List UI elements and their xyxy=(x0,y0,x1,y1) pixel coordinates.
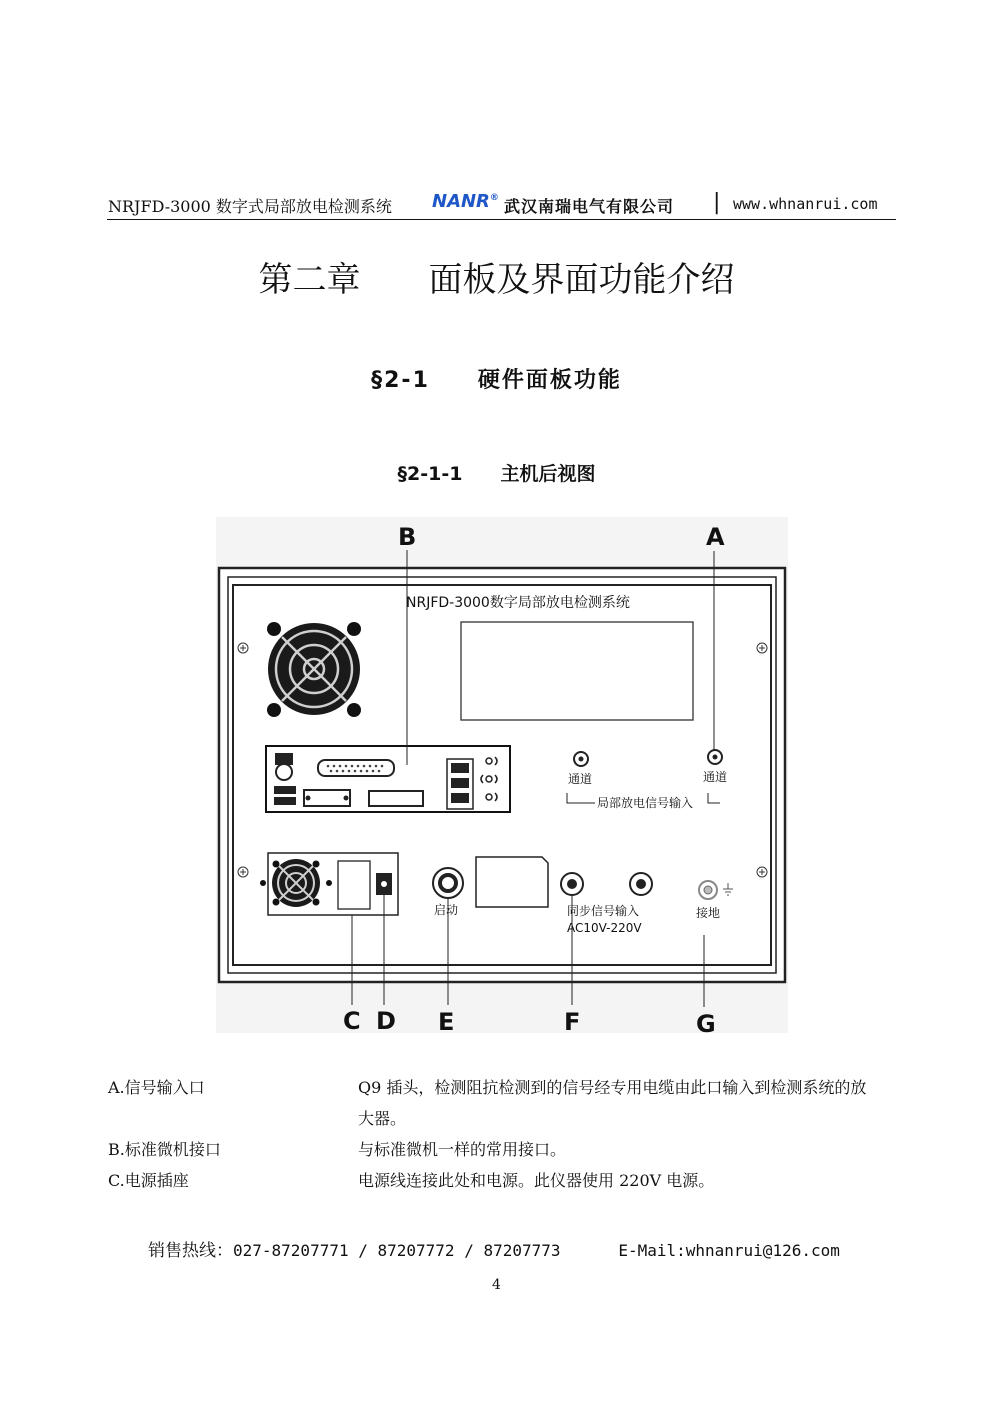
callout-a: A xyxy=(706,523,725,551)
header-website[interactable]: www.whnanrui.com xyxy=(733,195,878,213)
sales-numbers: 027-87207771 / 87207772 / 87207773 xyxy=(233,1241,561,1260)
component-description-list xyxy=(108,1072,868,1196)
description-item xyxy=(108,1072,868,1134)
header-rule xyxy=(107,219,896,220)
callout-d: D xyxy=(376,1007,396,1033)
sales-label: 销售热线： xyxy=(148,1241,233,1261)
sync-input-label: 同步信号输入 xyxy=(567,904,640,918)
parallel-port xyxy=(318,760,394,776)
description-term: C.电源插座 xyxy=(108,1171,189,1190)
header-company-name: 武汉南瑞电气有限公司 xyxy=(504,197,675,216)
vga-port xyxy=(304,790,350,806)
header-product-name: NRJFD-3000 数字式局部放电检测系统 xyxy=(108,197,392,216)
dvi-port xyxy=(369,791,423,806)
power-supply-module xyxy=(260,853,398,915)
description-definition: 与标准微机一样的常用接口。 xyxy=(358,1140,567,1159)
display-window xyxy=(461,622,693,720)
ground-label: 接地 xyxy=(696,906,721,920)
power-socket xyxy=(338,861,370,909)
registered-mark: ® xyxy=(489,193,499,203)
callout-f: F xyxy=(564,1008,581,1033)
start-label: 启动 xyxy=(434,903,459,917)
email-address[interactable]: E-Mail:whnanrui@126.com xyxy=(618,1241,840,1260)
description-term: A.信号输入口 xyxy=(108,1078,205,1097)
callout-c: C xyxy=(343,1007,361,1033)
pd-input-label: 局部放电信号输入 xyxy=(597,796,694,810)
description-definition: 电源线连接此处和电源。此仪器使用 220V 电源。 xyxy=(358,1171,715,1190)
description-item xyxy=(108,1134,868,1165)
pc-io-panel xyxy=(266,746,510,812)
subsection-title: §2-1-1 主机后视图 xyxy=(397,463,596,485)
rear-panel-diagram xyxy=(216,517,788,1033)
start-button xyxy=(433,868,463,898)
channel-label-2: 通道 xyxy=(703,770,728,784)
brand-logo xyxy=(432,191,499,212)
callout-e: E xyxy=(438,1008,455,1033)
brand-name: NANR xyxy=(432,191,490,212)
channel-label-1: 通道 xyxy=(568,772,593,786)
rear-panel-figure xyxy=(216,517,788,1037)
section-title: §2-1 硬件面板功能 xyxy=(371,368,622,393)
page-number: 4 xyxy=(492,1277,501,1293)
header-separator: | xyxy=(713,190,721,215)
panel-title: NRJFD-3000数字局部放电检测系统 xyxy=(406,595,630,611)
description-term: B.标准微机接口 xyxy=(108,1140,221,1159)
sync-voltage-label: AC10V-220V xyxy=(567,921,642,935)
footer-contact xyxy=(148,1236,840,1261)
callout-b: B xyxy=(398,523,417,551)
chapter-title: 第二章 面板及界面功能介绍 xyxy=(258,260,735,300)
panel-cutout xyxy=(476,857,548,907)
description-definition: Q9 插头，检测阻抗检测到的信号经专用电缆由此口输入到检测系统的放大器。 xyxy=(358,1078,867,1128)
callout-g: G xyxy=(696,1010,716,1033)
description-item xyxy=(108,1165,868,1196)
